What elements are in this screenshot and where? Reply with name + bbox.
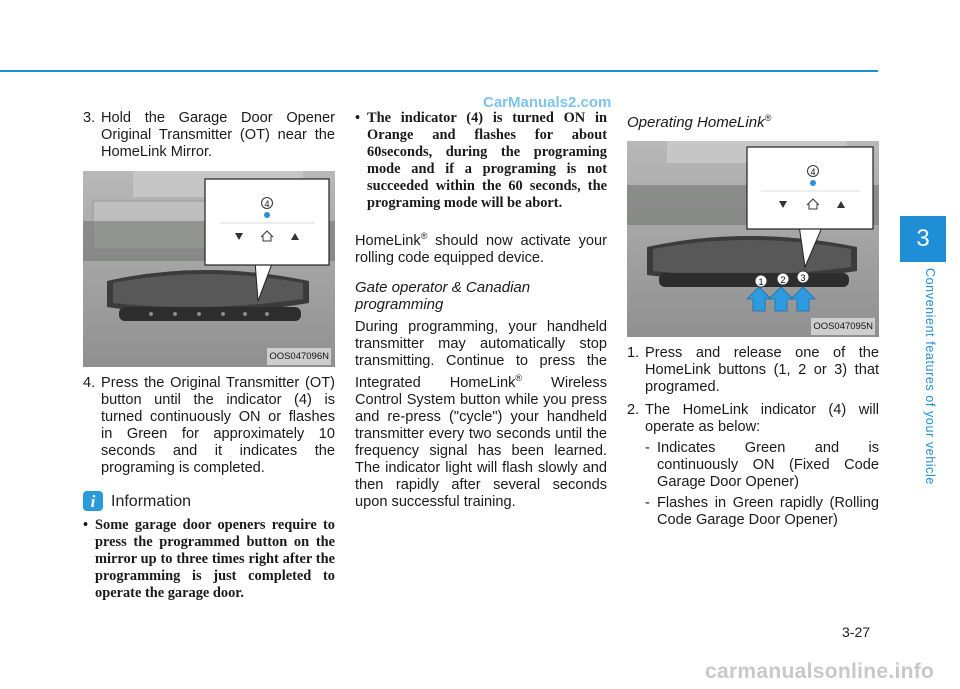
column-1 — [83, 110, 335, 602]
mirror-illustration-operating — [627, 141, 879, 337]
indicator-light — [264, 212, 270, 218]
step-1: 1. Press and release one of the HomeLink buttons (1, 2 or 3) that programed. — [627, 345, 879, 395]
sub-item-fixed-code: - Indicates Green and is continuously ON (Fixed Code Garage Door Opener) — [645, 440, 879, 490]
mirror-photo-operating — [627, 141, 879, 337]
step-3: 3. Hold the Garage Door Opener Original Transmitter (OT) near the HomeLink Mirror. — [83, 110, 335, 160]
information-header — [83, 491, 335, 511]
svg-text:3: 3 — [800, 273, 806, 283]
paragraph-homelink-activate: HomeLink® should now activate your rolling code equipped device. — [355, 231, 607, 266]
paragraph-gate-operator: During programming, your handheld transmitter may automatically stop transmitting. Continue to press the Integrated HomeLink® Wireless Control System button while you press and re-press ("cycle") your handheld transmitter every two seconds until the frequency signal has been learned. The indicator light will flash slowly and then rapidly after several seconds upon successful training. — [355, 318, 607, 510]
section-heading-operating-homelink: Operating HomeLink® — [627, 113, 772, 131]
step-4: 4. Press the Original Transmitter (OT) button until the indicator (4) is turned continuously ON or flashes in Green for approximately 10 seconds and it indicates the programing is completed. — [83, 375, 335, 476]
page-number: 3-27 — [842, 624, 871, 640]
svg-text:2: 2 — [780, 275, 786, 285]
button-1-marker — [755, 275, 767, 287]
watermark-bottom: carmanualsonline.info — [705, 660, 935, 683]
watermark-top: CarManuals2.com — [483, 94, 612, 111]
mirror-photo-programming — [83, 171, 335, 367]
indicator-bullet: • The indicator (4) is turned ON in Orange and flashes for about 60seconds, during the programing mode and if a programing is not succeeded within the 60 seconds, the programing mode will be abort. — [355, 110, 607, 211]
button-3-marker — [797, 271, 809, 283]
mirror-illustration — [83, 171, 335, 367]
column-2 — [355, 110, 607, 523]
chapter-title-vertical: Convenient features of your vehicle — [923, 268, 937, 485]
sub-item-rolling-code: - Flashes in Green rapidly (Rolling Code Garage Door Opener) — [645, 495, 879, 528]
column-3 — [627, 110, 879, 529]
header-rule — [0, 70, 878, 72]
image-caption: OOS047095N — [811, 318, 875, 335]
indicator-number-label: 4 — [810, 167, 816, 177]
chapter-number-badge: 3 — [900, 216, 946, 262]
chapter-sidebar — [882, 0, 960, 689]
section-heading-gate-operator: Gate operator & Canadian programming — [355, 278, 531, 313]
button-2-marker — [777, 273, 789, 285]
svg-text:1: 1 — [758, 277, 764, 287]
image-caption: OOS047096N — [267, 348, 331, 365]
indicator-number-label: 4 — [264, 199, 270, 209]
information-title: Information — [111, 492, 192, 510]
info-icon: i — [83, 491, 103, 511]
information-bullet: • Some garage door openers require to press the programmed button on the mirror up to three times right after the programming is just completed to operate the garage door. — [83, 517, 335, 601]
step-2: 2. The HomeLink indicator (4) will operate as below: — [627, 402, 879, 435]
indicator-light — [810, 180, 816, 186]
